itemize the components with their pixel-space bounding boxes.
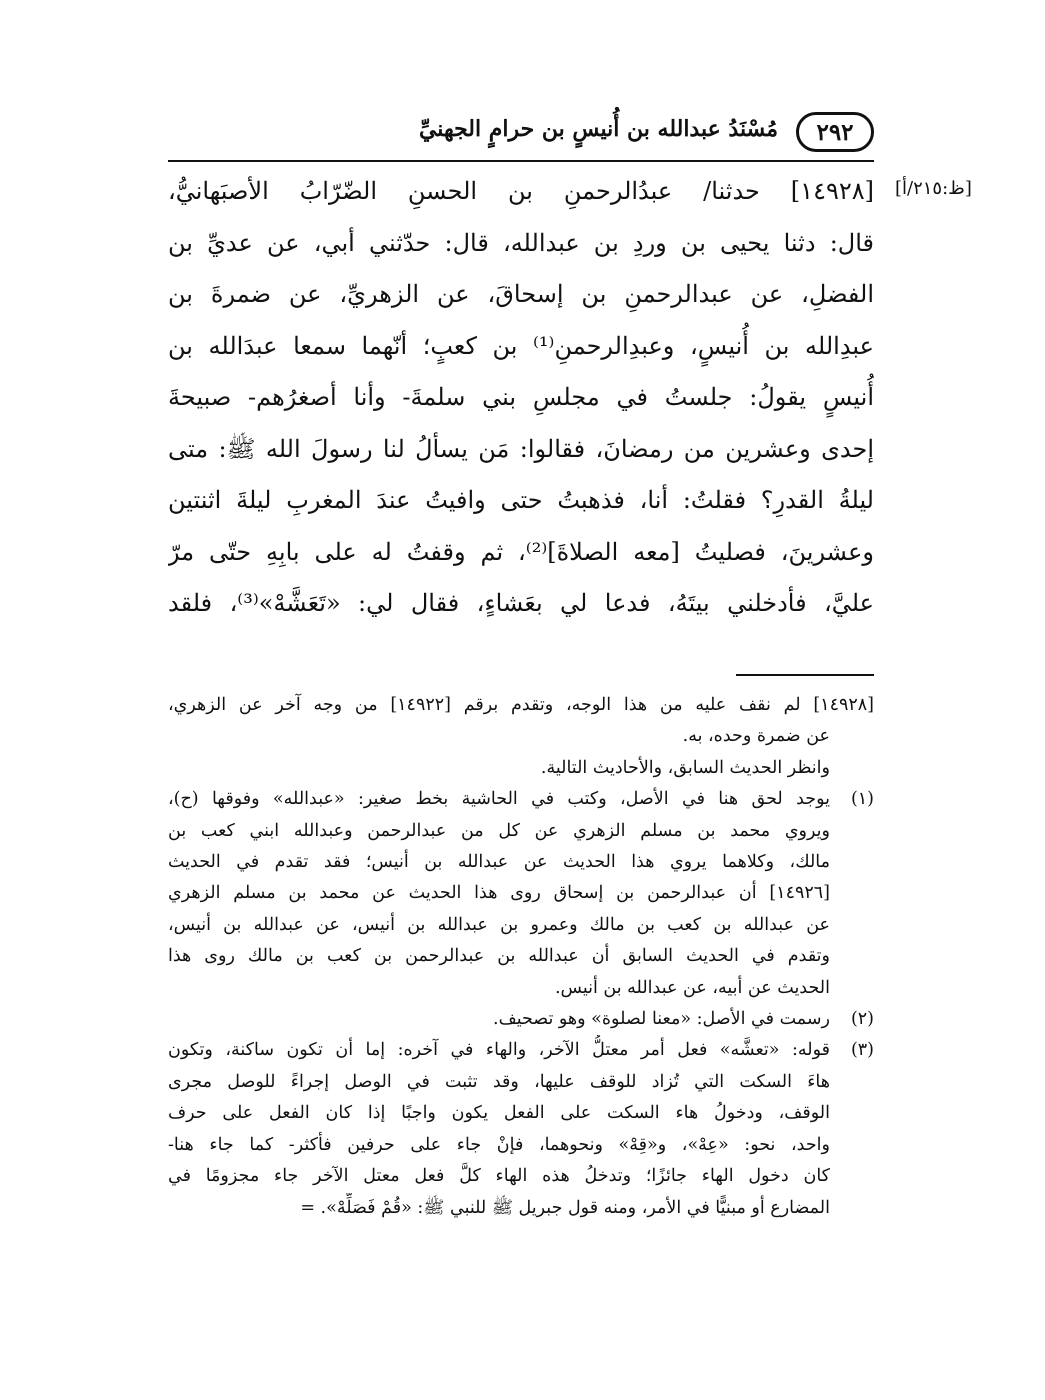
main-text-line: قال: دثنا يحيى بن وردِ بن عبدالله، قال: حدّثني أبي، عن عديِّ بن	[168, 228, 874, 257]
footnote-item	[168, 1035, 874, 1223]
footnote-line: ويروي محمد بن مسلم الزهري عن كل من عبدالرحمن وعبدالله ابني كعب بن	[168, 820, 830, 841]
footnote-line: رسمت في الأصل: «معنا لصلوة» وهو تصحيف.	[493, 1009, 830, 1030]
footnote-line: يوجد لحق هنا في الأصل، وكتب في الحاشية بخط صغير: «عبدالله» وفوقها (ح)،	[168, 789, 830, 810]
page-header	[168, 112, 874, 160]
footnote-line: [١٤٩٢٨] لم نقف عليه من هذا الوجه، وتقدم برقم [١٤٩٢٢] من وجه آخر عن الزهري،	[168, 695, 874, 715]
footnote-line: [١٤٩٢٦] أن عبدالرحمن بن إسحاق روى هذا الحديث عن محمد بن مسلم الزهري	[168, 883, 830, 904]
footnote-line: واحد، نحو: «عِهْ»، و«قِهْ» ونحوهما، فإنْ جاء على حرفين فأكثر- كما جاء هنا-	[168, 1134, 830, 1155]
footnote-hadith-source	[168, 690, 874, 784]
main-text-line: الفضلِ، عن عبدالرحمنِ بن إسحاقَ، عن الزهريِّ، عن ضمرةَ بن	[168, 280, 874, 308]
footnote-number: (١)	[850, 789, 874, 810]
footnote-line: عن عبدالله بن كعب بن مالك وعمرو بن عبدالله بن أنيس، عن عبدالله بن أنيس،	[168, 914, 830, 935]
main-text-line: [١٤٩٢٨] حدثنا/ عبدُالرحمنِ بن الحسنِ الضّرّابُ الأصبَهانيُّ،	[168, 177, 874, 205]
margin-manuscript-reference: [ظ:٢١٥/أ]	[895, 178, 972, 199]
footnote-line: عن ضمرة وحده، به.	[682, 726, 830, 747]
footnote-item	[168, 1004, 874, 1035]
main-text-line: عليَّ، فأدخلني بيتَهُ، فدعا لي بعَشاءٍ، فقال لي: «تَعَشَّهْ»⁽³⁾، فلقد	[168, 589, 874, 617]
footnote-item	[168, 784, 874, 1004]
main-text-line: ليلةُ القدرِ؟ فقلتُ: أنا، فذهبتُ حتى وافيتُ عندَ المغربِ ليلةَ اثنتين	[168, 486, 874, 514]
running-title: مُسْنَدُ عبدالله بن أُنيسٍ بن حرامٍ الجهنيِّ	[418, 116, 778, 142]
main-text-line: عبدِالله بن أُنيسٍ، وعبدِالرحمنِ⁽¹⁾ بن كعبٍ؛ أنّهما سمعا عبدَالله بن	[168, 331, 874, 360]
footnote-separator	[736, 674, 874, 676]
main-text-line: أُنيسٍ يقولُ: جلستُ في مجلسِ بني سلمةَ- وأنا أصغرُهم- صبيحةَ	[168, 383, 874, 411]
footnote-line: المضارع أو مبنيًّا في الأمر، ومنه قول جبريل ﷺ للنبي ﷺ: «قُمْ فَصَلِّهْ». =	[300, 1197, 830, 1218]
header-rule	[168, 160, 874, 162]
footnote-line: هاءَ السكت التي تُزاد للوقف عليها، وقد تثبت في الوصل إجراءً للوصل مجرى	[168, 1071, 830, 1092]
footnotes-section	[168, 690, 874, 1224]
footnote-number: (٢)	[850, 1009, 874, 1030]
footnote-line: قوله: «تعشَّه» فعل أمر معتلُّ الآخر، والهاء في آخره: إما أن تكون ساكنة، وتكون	[168, 1040, 830, 1061]
main-text-line: وعشرينَ، فصليتُ [معه الصلاةَ]⁽²⁾، ثم وقفتُ له على بابِهِ حتّى مرّ	[168, 537, 874, 566]
footnote-number: (٣)	[850, 1040, 874, 1061]
footnote-line: الوقف، ودخولُ هاء السكت على الفعل يكون واجبًا إذا كان الفعل على حرف	[168, 1103, 830, 1124]
footnote-line: وانظر الحديث السابق، والأحاديث التالية.	[540, 757, 830, 778]
footnote-line: كان دخول الهاء جائزًا؛ وتدخلُ هذه الهاء كلَّ فعل معتل الآخر جاء مجزومًا في	[168, 1166, 830, 1187]
main-text-line: إحدى وعشرين من رمضانَ، فقالوا: مَن يسألُ لنا رسولَ الله ﷺ: متى	[168, 434, 874, 463]
footnote-line: مالك، وكلاهما يروي هذا الحديث عن عبدالله بن أنيس؛ فقد تقدم في الحديث	[168, 852, 830, 873]
page-number-badge: ٢٩٢	[796, 112, 874, 152]
footnote-line: الحديث عن أبيه، عن عبدالله بن أنيس.	[554, 977, 830, 998]
hadith-main-text	[168, 166, 874, 630]
footnote-line: وتقدم في الحديث السابق أن عبدالله بن عبدالرحمن بن كعب بن مالك روى هذا	[168, 946, 830, 967]
